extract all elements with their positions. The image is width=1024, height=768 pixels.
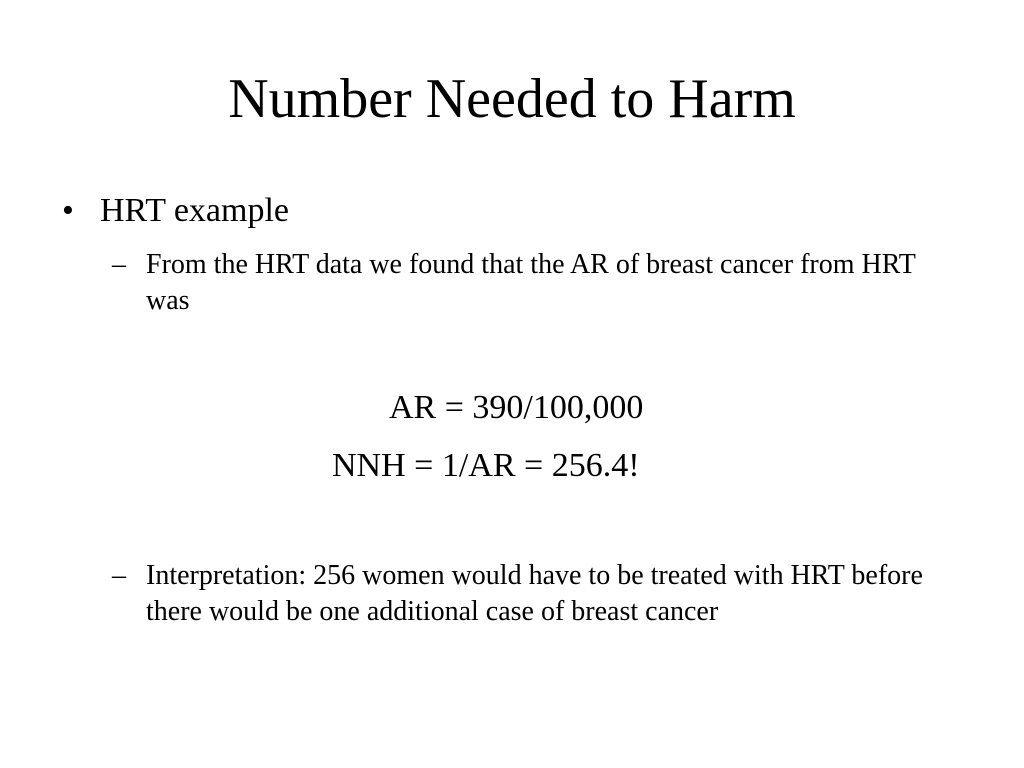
dash-marker: – (112, 560, 126, 591)
bullet-marker: • (62, 192, 74, 229)
bullet-text: HRT example (100, 192, 290, 229)
slide-title: Number Needed to Harm (228, 68, 796, 130)
sub-bullet-text: Interpretation: 256 women would have to be treated with HRT before there would be one additional case of breast cancer (146, 560, 923, 627)
sub-bullet-ar-finding (112, 247, 952, 319)
formula-ar: AR = 390/100,000 (389, 389, 644, 426)
dash-marker: – (112, 249, 126, 280)
sub-bullet-interpretation (112, 558, 952, 630)
sub-bullet-text: From the HRT data we found that the AR of breast cancer from HRT was (146, 249, 916, 316)
formula-nnh: NNH = 1/AR = 256.4! (332, 447, 640, 484)
